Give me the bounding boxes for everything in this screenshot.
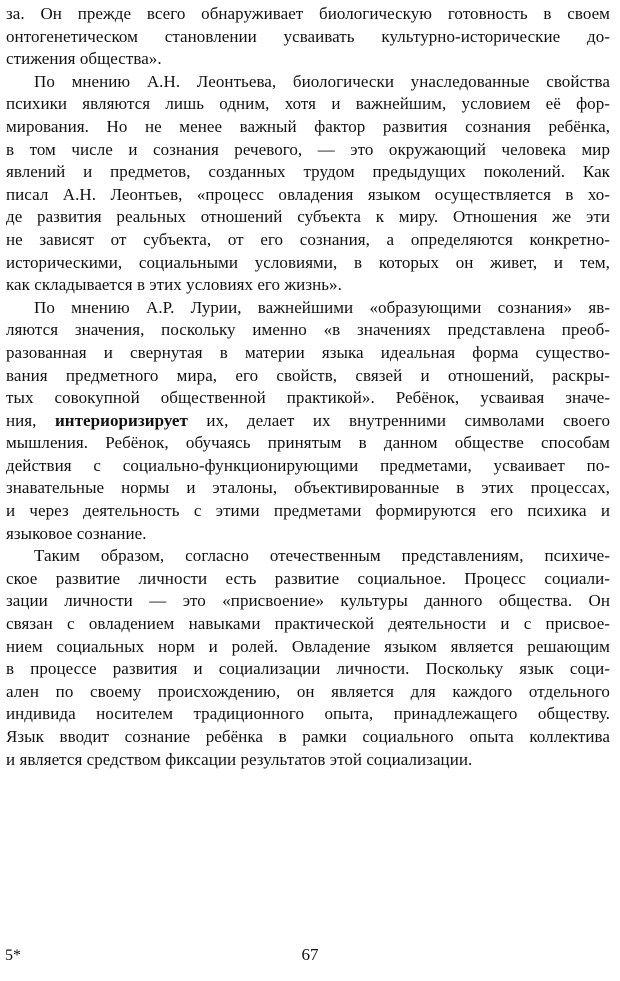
text-line: разованная и свернутая в материи языка идеальная форма существо- — [6, 342, 610, 362]
signature-mark: 5* — [5, 947, 21, 964]
text-line: де развития реальных отношений субъекта к миру. Отношения же эти — [6, 207, 610, 227]
body-text — [6, 3, 610, 771]
text-line: зации личности — это «присвоение» культуры данного общества. Он — [6, 591, 610, 611]
text-line: По мнению А.Н. Леонтьева, биологически унаследованные свойства — [34, 71, 610, 91]
text-line: ния, интериоризирует их, делает их внутренними символами своего — [6, 410, 610, 430]
text-line: индивида носителем традиционного опыта, принадлежащего обществу. — [6, 704, 610, 724]
paragraph — [6, 71, 610, 297]
text-line: не зависят от субъекта, от его сознания, а определяются конкретно- — [6, 229, 610, 249]
text-line: как складывается в этих условиях его жизнь». — [6, 275, 342, 295]
text-line: Таким образом, согласно отечественным представлениям, психиче- — [34, 546, 610, 566]
page-number: 67 — [301, 945, 319, 964]
text-line: вания предметного мира, его свойств, связей и отношений, раскры- — [6, 365, 610, 385]
text-line: связан с овладением навыками практической деятельности и с присвое- — [6, 614, 610, 634]
text-line: языковое сознание. — [6, 523, 147, 543]
text-line: По мнению А.Р. Лурии, важнейшими «образующими сознания» яв- — [34, 297, 610, 317]
paragraph — [6, 297, 610, 546]
text-line: мышления. Ребёнок, обучаясь принятым в данном обществе способам — [6, 433, 610, 453]
text-line: стижения общества». — [6, 49, 162, 69]
text-line: и является средством фиксации результатов этой социализации. — [6, 749, 473, 769]
text-line: в процессе развития и социализации личности. Поскольку язык соци- — [6, 659, 610, 679]
text-line: знавательные нормы и эталоны, объективированные в этих процессах, — [6, 478, 610, 498]
text-line: и через деятельность с этими предметами формируются его психика и — [6, 501, 610, 521]
paragraph — [6, 545, 610, 771]
text-line: ляются значения, поскольку именно «в значениях представлена преоб- — [6, 320, 610, 340]
text-line: Язык вводит сознание ребёнка в рамки социального опыта коллектива — [6, 727, 610, 746]
text-line: нием социальных норм и ролей. Овладение языком является решающим — [6, 636, 610, 656]
text-line: действия с социально-функционирующими предметами, усваивает по- — [6, 455, 610, 475]
text-line: писал А.Н. Леонтьев, «процесс овладения языком осуществляется в хо- — [6, 184, 610, 204]
text-line: историческими, социальными условиями, в которых он живет, и тем, — [6, 252, 610, 272]
paragraph — [6, 3, 610, 71]
text-line: в том числе и сознания речевого, — это окружающий человека мир — [6, 139, 610, 159]
text-line: за. Он прежде всего обнаруживает биологическую готовность в своем — [6, 4, 610, 23]
text-line: ален по своему происхождению, он является для каждого отдельного — [6, 681, 610, 701]
emphasized-term: интериоризирует — [54, 410, 188, 430]
text-line: явлений и предметов, созданных трудом предыдущих поколений. Как — [6, 162, 610, 182]
text-line: онтогенетическом становлении усваивать культурно-исторические до- — [6, 26, 610, 46]
text-line: психики являются лишь одним, хотя и важнейшим, условием её фор- — [6, 94, 610, 114]
text-line: тых совокупной общественной практикой». Ребёнок, усваивая значе- — [6, 388, 610, 408]
text-line: ское развитие личности есть развитие социальное. Процесс социали- — [6, 568, 610, 588]
text-line: мирования. Но не менее важный фактор развития сознания ребёнка, — [6, 116, 610, 136]
